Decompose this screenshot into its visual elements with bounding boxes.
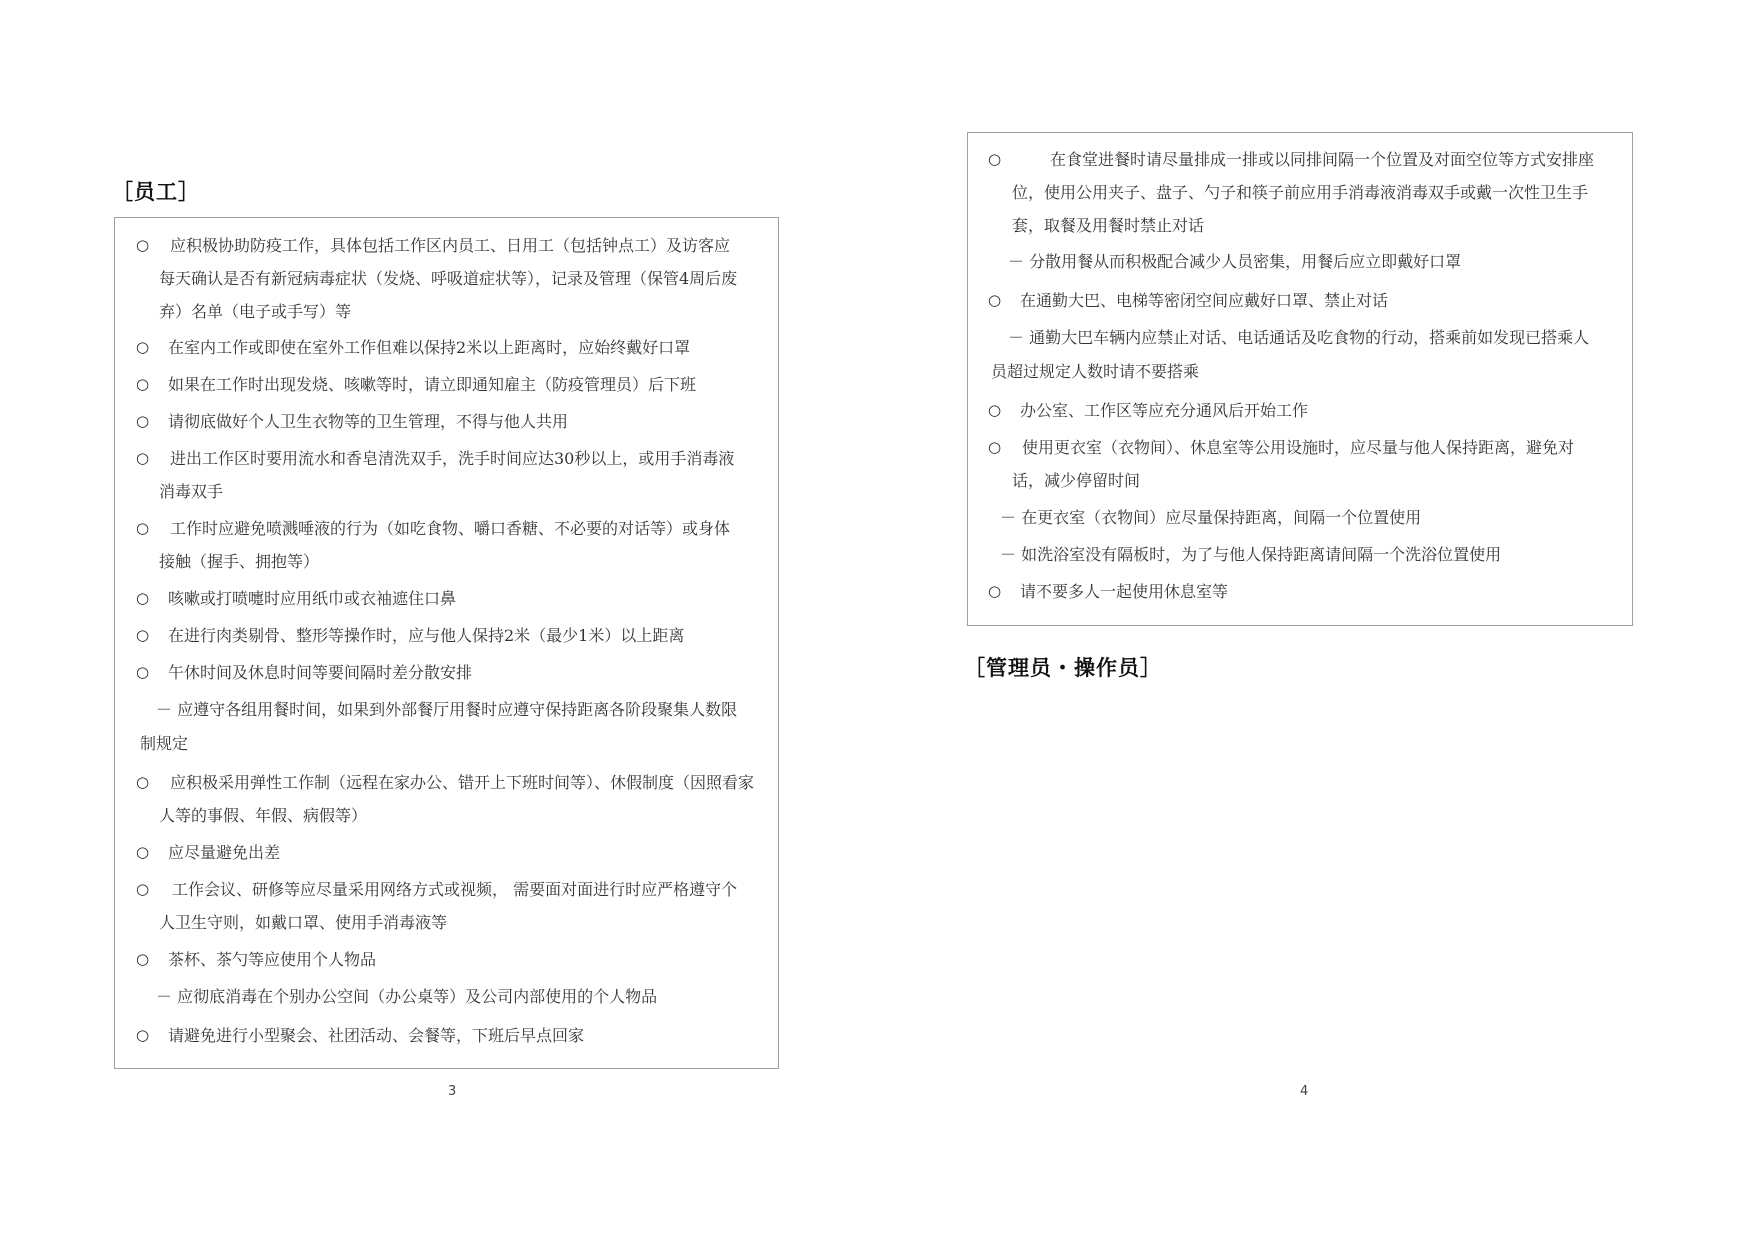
list-item-line: 应积极协助防疫工作，具体包括工作区内员工、日用工（包括钟点工）及访客应 xyxy=(170,236,731,255)
list-item-line: 制规定 xyxy=(140,734,189,753)
left-section-heading: ［员工］ xyxy=(112,180,200,204)
list-item-line: 应积极采用弹性工作制（远程在家办公、错开上下班时间等）、休假制度（因照看家 xyxy=(170,773,755,792)
list-item-line: 位，使用公用夹子、盘子、勺子和筷子前应用手消毒液消毒双手或戴一次性卫生手 xyxy=(1012,183,1589,202)
list-item-line: 咳嗽或打喷嚏时应用纸巾或衣袖遮住口鼻 xyxy=(168,589,457,608)
list-item-line: － 分散用餐从而积极配合减少人员密集，用餐后应立即戴好口罩 xyxy=(1008,252,1462,271)
list-item-line: 请避免进行小型聚会、社团活动、会餐等，下班后早点回家 xyxy=(168,1026,585,1045)
list-item-line: 请彻底做好个人卫生衣物等的卫生管理，不得与他人共用 xyxy=(168,412,569,431)
list-item-line: 弃）名单（电子或手写）等 xyxy=(159,302,352,321)
list-item-line: 进出工作区时要用流水和香皂清洗双手，洗手时间应达30秒以上，或用手消毒液 xyxy=(170,449,735,468)
bullet-icon: ○ xyxy=(136,773,150,791)
list-item-line: － 在更衣室（衣物间）应尽量保持距离，间隔一个位置使用 xyxy=(1000,508,1422,527)
page-number: 4 xyxy=(1300,1084,1309,1099)
list-item-line: 工作会议、研修等应尽量采用网络方式或视频， 需要面对面进行时应严格遵守个 xyxy=(172,880,738,899)
list-item-line: － 如洗浴室没有隔板时，为了与他人保持距离请间隔一个洗浴位置使用 xyxy=(1000,545,1502,564)
list-item-line: 在食堂进餐时请尽量排成一排或以同排间隔一个位置及对面空位等方式安排座 xyxy=(1050,150,1595,169)
list-item-line: 午休时间及休息时间等要间隔时差分散安排 xyxy=(168,663,473,682)
list-item-line: 套，取餐及用餐时禁止对话 xyxy=(1012,216,1205,235)
bullet-icon: ○ xyxy=(988,401,1002,419)
list-item-line: 人卫生守则，如戴口罩、使用手消毒液等 xyxy=(159,913,448,932)
bullet-icon: ○ xyxy=(136,843,150,861)
bullet-icon: ○ xyxy=(988,291,1002,309)
bullet-icon: ○ xyxy=(988,438,1002,456)
list-item-line: 消毒双手 xyxy=(159,482,224,501)
bullet-icon: ○ xyxy=(136,950,150,968)
bullet-icon: ○ xyxy=(136,589,150,607)
bullet-icon: ○ xyxy=(136,375,150,393)
list-item-line: 办公室、工作区等应充分通风后开始工作 xyxy=(1020,401,1309,420)
bullet-icon: ○ xyxy=(136,449,150,467)
bullet-icon: ○ xyxy=(988,582,1002,600)
bullet-icon: ○ xyxy=(136,236,150,254)
list-item-line: 工作时应避免喷溅唾液的行为（如吃食物、嚼口香糖、不必要的对话等）或身体 xyxy=(170,519,731,538)
list-item-line: 每天确认是否有新冠病毒症状（发烧、呼吸道症状等），记录及管理（保管4周后废 xyxy=(159,269,738,288)
bullet-icon: ○ xyxy=(136,338,150,356)
list-item-line: 接触（握手、拥抱等） xyxy=(159,552,320,571)
list-item-line: 在通勤大巴、电梯等密闭空间应戴好口罩、禁止对话 xyxy=(1020,291,1389,310)
bullet-icon: ○ xyxy=(988,150,1002,168)
list-item-line: － 应彻底消毒在个别办公空间（办公桌等）及公司内部使用的个人物品 xyxy=(156,987,658,1006)
list-item-line: 如果在工作时出现发烧、咳嗽等时，请立即通知雇主（防疫管理员）后下班 xyxy=(168,375,697,394)
list-item-line: 在室内工作或即使在室外工作但难以保持2米以上距离时，应始终戴好口罩 xyxy=(168,338,691,357)
bullet-icon: ○ xyxy=(136,519,150,537)
list-item-line: － 通勤大巴车辆内应禁止对话、电话通话及吃食物的行动，搭乘前如发现已搭乘人 xyxy=(1008,328,1590,347)
bullet-icon: ○ xyxy=(136,663,150,681)
list-item-line: 人等的事假、年假、病假等） xyxy=(159,806,368,825)
bullet-icon: ○ xyxy=(136,1026,150,1044)
list-item-line: 员超过规定人数时请不要搭乘 xyxy=(991,362,1200,381)
list-item-line: 请不要多人一起使用休息室等 xyxy=(1020,582,1229,601)
list-item-line: 在进行肉类剔骨、整形等操作时，应与他人保持2米（最少1米）以上距离 xyxy=(168,626,685,645)
list-item-line: － 应遵守各组用餐时间，如果到外部餐厅用餐时应遵守保持距离各阶段聚集人数限 xyxy=(156,700,738,719)
page-number: 3 xyxy=(448,1084,457,1099)
list-item-line: 话，减少停留时间 xyxy=(1012,471,1141,490)
bullet-icon: ○ xyxy=(136,412,150,430)
right-section-heading: ［管理员・操作员］ xyxy=(964,656,1162,680)
bullet-icon: ○ xyxy=(136,880,150,898)
list-item-line: 使用更衣室（衣物间）、休息室等公用设施时，应尽量与他人保持距离，避免对 xyxy=(1022,438,1575,457)
list-item-line: 应尽量避免出差 xyxy=(168,843,281,862)
bullet-icon: ○ xyxy=(136,626,150,644)
list-item-line: 茶杯、茶勺等应使用个人物品 xyxy=(168,950,377,969)
